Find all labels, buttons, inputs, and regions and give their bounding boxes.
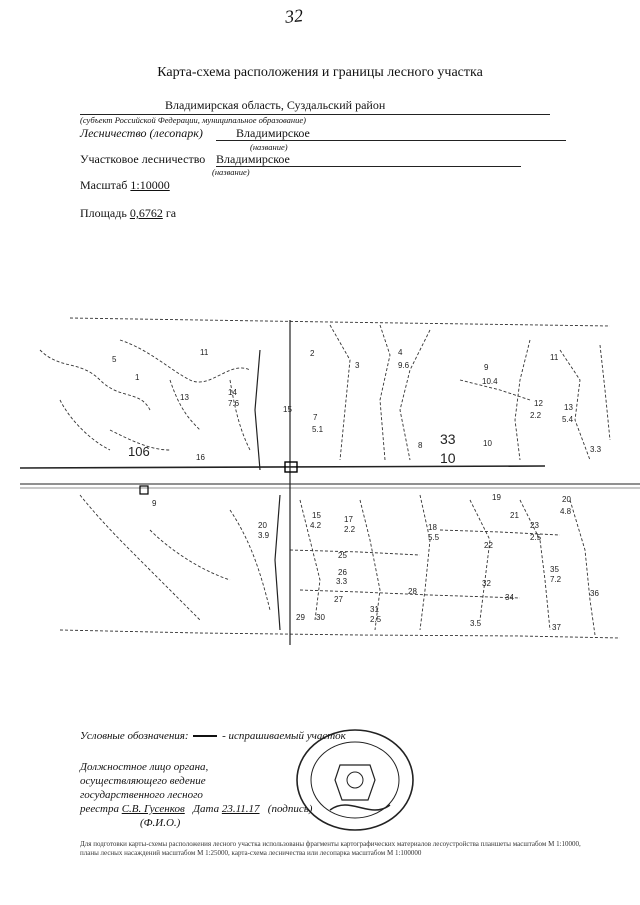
map-label: 4 [398,348,403,357]
official-line: государственного лесного [80,789,203,801]
district-forestry-label: Участковое лесничество [80,152,206,166]
legend-line-symbol [193,735,217,737]
map-label: 13 [564,403,573,412]
map-label: 15 [312,511,321,520]
map-value: 7.2 [550,575,562,584]
map-value: 10.4 [482,377,498,386]
date-value: 23.11.17 [221,803,260,815]
legend-text: - испрашиваемый участок [222,730,346,742]
footnote: Для подготовки карты-схемы расположения лесного участка использованы фрагменты картографических материалов лесоустройства планшеты масштабом М 1:10000, планы лесных насаждений масштабом М 1:25000, карта-схема лесничества или лесопарка масштабом М 1:100000 [80,840,581,857]
map-value: 2.5 [530,533,542,542]
forestry-label: Лесничество (лесопарк) [80,126,203,140]
area-label: Площадь [80,206,127,220]
map-value: 3.3 [336,577,348,586]
map-label: 3 [355,361,360,370]
region-value: Владимирская область, Суздальский район [165,98,386,112]
map-value: 5.4 [562,415,574,424]
forestry-caption: (название) [250,142,288,152]
map-label: 26 [338,568,347,577]
map-label: 9 [484,363,489,372]
map-value: 3.3 [590,445,602,454]
official-block [80,760,312,830]
map-value: 5.5 [428,533,440,542]
map-value: 4.8 [560,507,572,516]
map-value: 4.2 [310,521,322,530]
page-number: 32 [283,5,304,27]
map-label: 11 [550,353,559,362]
map-label: 25 [338,551,347,560]
map-label: 31 [370,605,379,614]
map-label: 11 [200,348,209,357]
map-labels-top [112,348,602,466]
official-name-caption: (Ф.И.О.) [140,817,181,829]
date-label: Дата [193,803,220,815]
map-value: 106 [128,444,150,459]
map-value: 10 [440,450,456,466]
official-line: реестра [80,803,119,815]
map-label: 20 [258,521,267,530]
official-stamp [290,725,420,835]
map-label: 36 [590,589,599,598]
map-label: 13 [180,393,189,402]
map-label: 30 [316,613,325,622]
scale-label: Масштаб [80,178,128,192]
forestry-value: Владимирское [236,126,310,140]
map-label: 14 [228,388,237,397]
forestry-line [216,126,566,141]
map-label: 22 [484,541,493,550]
map-label: 7 [313,413,318,422]
map-label: 35 [550,565,559,574]
map-label: 18 [428,523,437,532]
map-label: 10 [483,439,492,448]
region-caption: (субъект Российской Федерации, муниципальное образование) [80,115,306,125]
map-label: 1 [135,373,140,382]
region-line [80,100,550,115]
map-value: 5.1 [312,425,324,434]
district-forestry-line [216,152,521,167]
district-forestry-value: Владимирское [216,152,290,166]
map-label: 21 [510,511,519,520]
map-label: 15 [283,405,292,414]
map-value: 9.6 [398,361,410,370]
map-label: 37 [552,623,561,632]
signature-label: (подпись) [267,803,313,815]
map-label: 20 [562,495,571,504]
legend-label: Условные обозначения: [80,730,189,742]
map-label: 5 [112,355,117,364]
map-label: 28 [408,587,417,596]
map-label: 17 [344,515,353,524]
map-label: 33 [440,431,456,447]
map-value: 2.2 [530,411,542,420]
official-line: осуществляющего ведение [80,775,206,787]
area-value: 0,6762 [129,206,163,220]
map-label: 16 [196,453,205,462]
map-label: 2 [310,349,315,358]
map-label: 29 [296,613,305,622]
official-line: Должностное лицо органа, [80,761,209,773]
scale-row [80,178,170,193]
document-title: Карта-схема расположения и границы лесного участка [157,65,483,80]
official-name: С.В. Гусенков [121,803,185,815]
map-value: 3.9 [258,531,270,540]
map-value: 7.6 [228,399,240,408]
map-label: 9 [152,499,157,508]
map-label: 19 [492,493,501,502]
map-label: 12 [534,399,543,408]
map-label: 8 [418,441,423,450]
district-forestry-caption: (название) [212,167,250,177]
map-value: 3.5 [470,619,482,628]
map-label: 34 [505,593,514,602]
map-labels-bottom [152,493,599,632]
map-label: 27 [334,595,343,604]
map-label: 23 [530,521,539,530]
map-value: 2.5 [370,615,382,624]
scale-value: 1:10000 [130,178,170,192]
area-row [80,206,176,221]
area-unit: га [165,206,177,220]
forest-map [0,300,640,645]
map-value: 2.2 [344,525,356,534]
map-label: 32 [482,579,491,588]
